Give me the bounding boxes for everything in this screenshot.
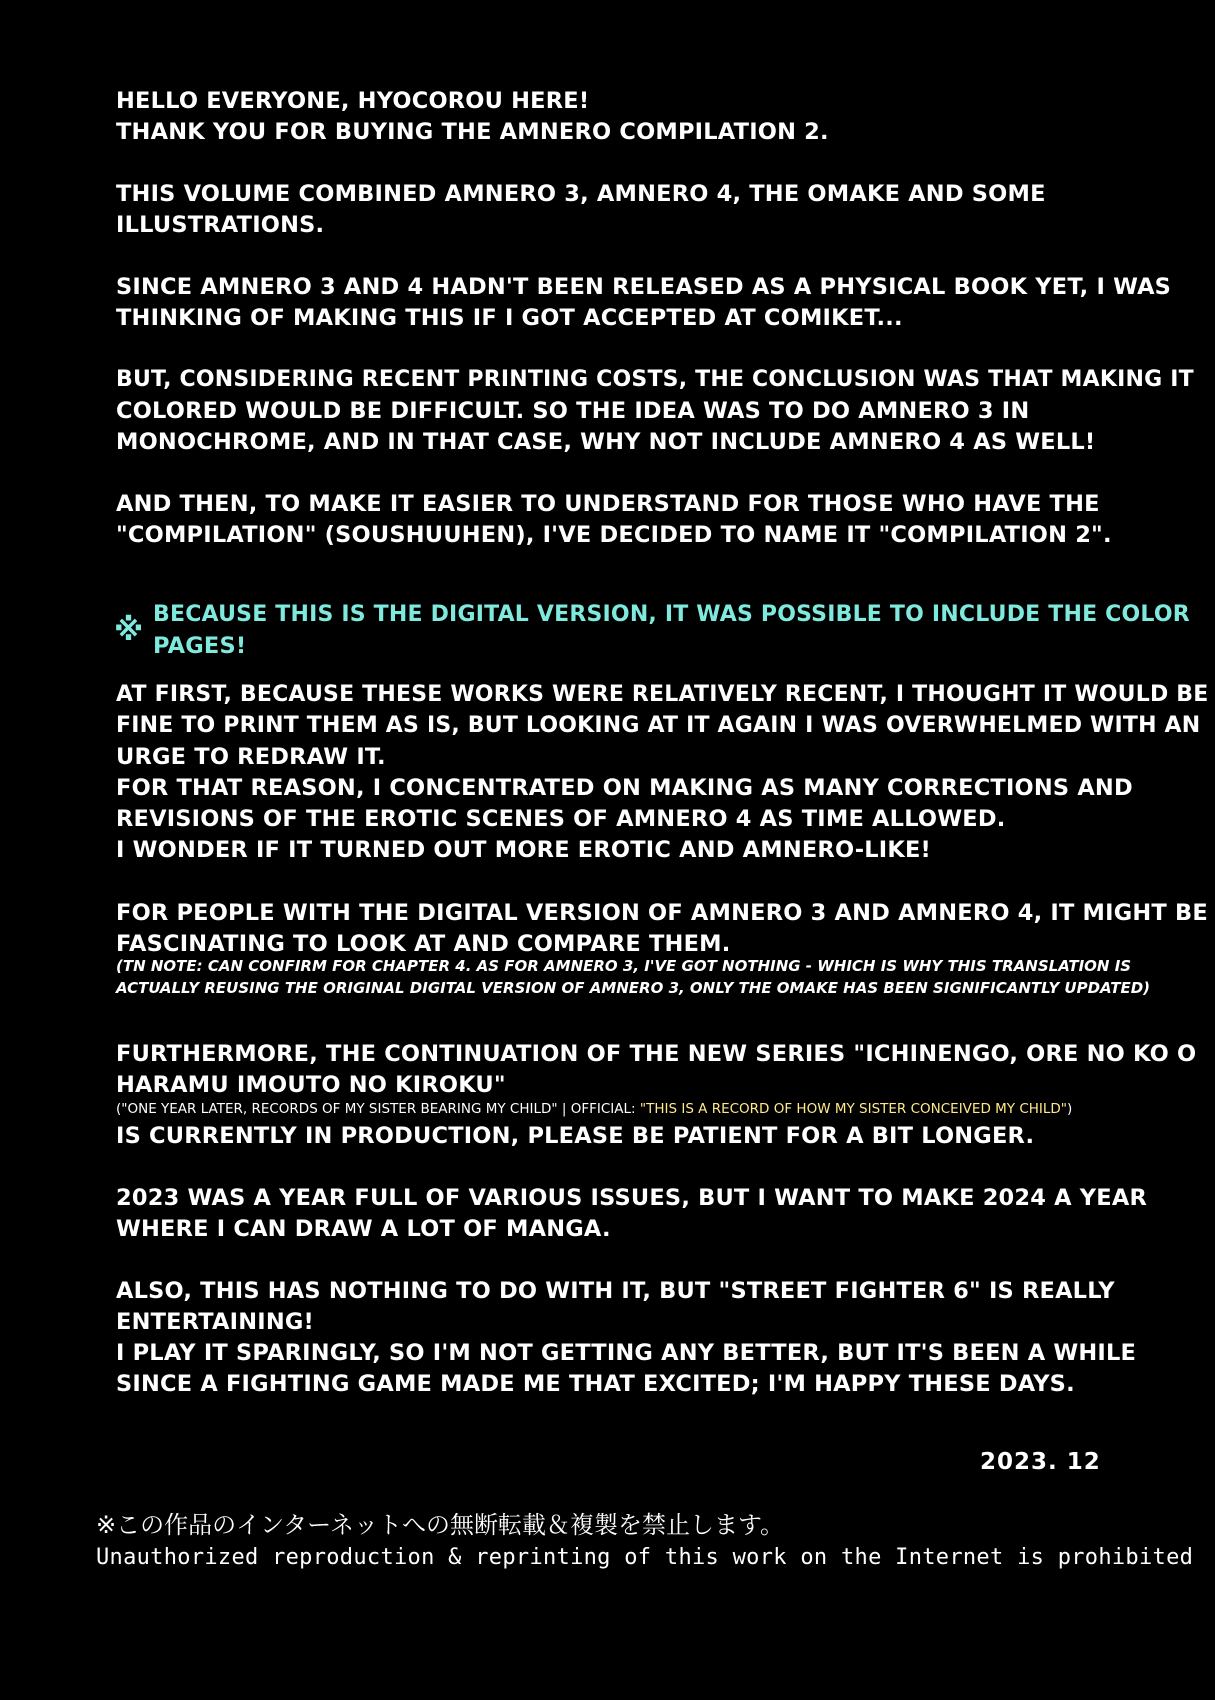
japanese-copyright-notice: ※この作品のインターネットへの無断転載＆複製を禁止します。 [96,1511,785,1539]
body-line: URGE TO REDRAW IT. [116,744,386,770]
body-line: BUT, CONSIDERING RECENT PRINTING COSTS, THE CONCLUSION WAS THAT MAKING IT [116,367,1194,392]
date-signature: 2023. 12 [980,1449,1101,1475]
body-line: "COMPILATION" (SOUSHUUHEN), I'VE DECIDED TO NAME IT "COMPILATION 2". [116,522,1112,548]
body-line: THIS VOLUME COMBINED AMNERO 3, AMNERO 4, THE OMAKE AND SOME [116,181,1046,207]
thanks-line: THANK YOU FOR BUYING THE AMNERO COMPILATION 2. [116,119,829,145]
body-line: AND THEN, TO MAKE IT EASIER TO UNDERSTAND FOR THOSE WHO HAVE THE [116,491,1100,517]
series-title-translation [116,1100,1072,1118]
body-line: IS CURRENTLY IN PRODUCTION, PLEASE BE PATIENT FOR A BIT LONGER. [116,1123,1035,1149]
literal-title-translation: ("ONE YEAR LATER, RECORDS OF MY SISTER BEARING MY CHILD" | OFFICIAL: [116,1101,640,1117]
body-line: I PLAY IT SPARINGLY, SO I'M NOT GETTING ANY BETTER, BUT IT'S BEEN A WHILE [116,1340,1137,1366]
closing-paren: ) [1067,1101,1073,1117]
digital-notice-line: PAGES! [153,633,247,659]
english-copyright-notice: Unauthorized reproduction & reprinting of this work on the Internet is prohibited [96,1545,1194,1570]
body-line: ILLUSTRATIONS. [116,212,325,238]
body-line: WHERE I CAN DRAW A LOT OF MANGA. [116,1216,611,1242]
translator-note-line: ACTUALLY REUSING THE ORIGINAL DIGITAL VERSION OF AMNERO 3, ONLY THE OMAKE HAS BEEN SIGNIFICANTLY UPDATED) [116,979,1151,997]
body-line: FOR THAT REASON, I CONCENTRATED ON MAKING AS MANY CORRECTIONS AND [116,775,1133,801]
body-line: FASCINATING TO LOOK AT AND COMPARE THEM. [116,931,731,957]
body-line: FURTHERMORE, THE CONTINUATION OF THE NEW SERIES "ICHINENGO, ORE NO KO O [116,1041,1197,1067]
body-line: COLORED WOULD BE DIFFICULT. SO THE IDEA WAS TO DO AMNERO 3 IN [116,398,1030,424]
translator-note-line: (TN NOTE: CAN CONFIRM FOR CHAPTER 4. AS FOR AMNERO 3, I'VE GOT NOTHING - WHICH IS WHY THIS TRANSLATION IS [116,957,1132,975]
body-line: REVISIONS OF THE EROTIC SCENES OF AMNERO 4 AS TIME ALLOWED. [116,806,1006,832]
body-line: AT FIRST, BECAUSE THESE WORKS WERE RELATIVELY RECENT, I THOUGHT IT WOULD BE [116,682,1209,707]
body-line: SINCE A FIGHTING GAME MADE ME THAT EXCITED; I'M HAPPY THESE DAYS. [116,1371,1075,1397]
body-line: THINKING OF MAKING THIS IF I GOT ACCEPTED AT COMIKET... [116,305,903,331]
body-line: 2023 WAS A YEAR FULL OF VARIOUS ISSUES, BUT I WANT TO MAKE 2024 A YEAR [116,1185,1147,1211]
greeting-line: HELLO EVERYONE, HYOCOROU HERE! [116,88,590,114]
body-line: HARAMU IMOUTO NO KIROKU" [116,1072,506,1098]
body-line: SINCE AMNERO 3 AND 4 HADN'T BEEN RELEASED AS A PHYSICAL BOOK YET, I WAS [116,274,1172,300]
body-line: MONOCHROME, AND IN THAT CASE, WHY NOT INCLUDE AMNERO 4 AS WELL! [116,429,1096,455]
body-line: ENTERTAINING! [116,1309,314,1335]
body-line: FOR PEOPLE WITH THE DIGITAL VERSION OF AMNERO 3 AND AMNERO 4, IT MIGHT BE [116,900,1208,926]
body-line: FINE TO PRINT THEM AS IS, BUT LOOKING AT IT AGAIN I WAS OVERWHELMED WITH AN [116,713,1201,738]
reference-mark-icon: ※ [114,613,144,648]
official-title-translation: "THIS IS A RECORD OF HOW MY SISTER CONCEIVED MY CHILD" [639,1101,1067,1117]
digital-notice-line: BECAUSE THIS IS THE DIGITAL VERSION, IT WAS POSSIBLE TO INCLUDE THE COLOR [153,602,1190,627]
body-line: I WONDER IF IT TURNED OUT MORE EROTIC AND AMNERO-LIKE! [116,837,932,863]
body-line: ALSO, THIS HAS NOTHING TO DO WITH IT, BUT "STREET FIGHTER 6" IS REALLY [116,1278,1115,1304]
